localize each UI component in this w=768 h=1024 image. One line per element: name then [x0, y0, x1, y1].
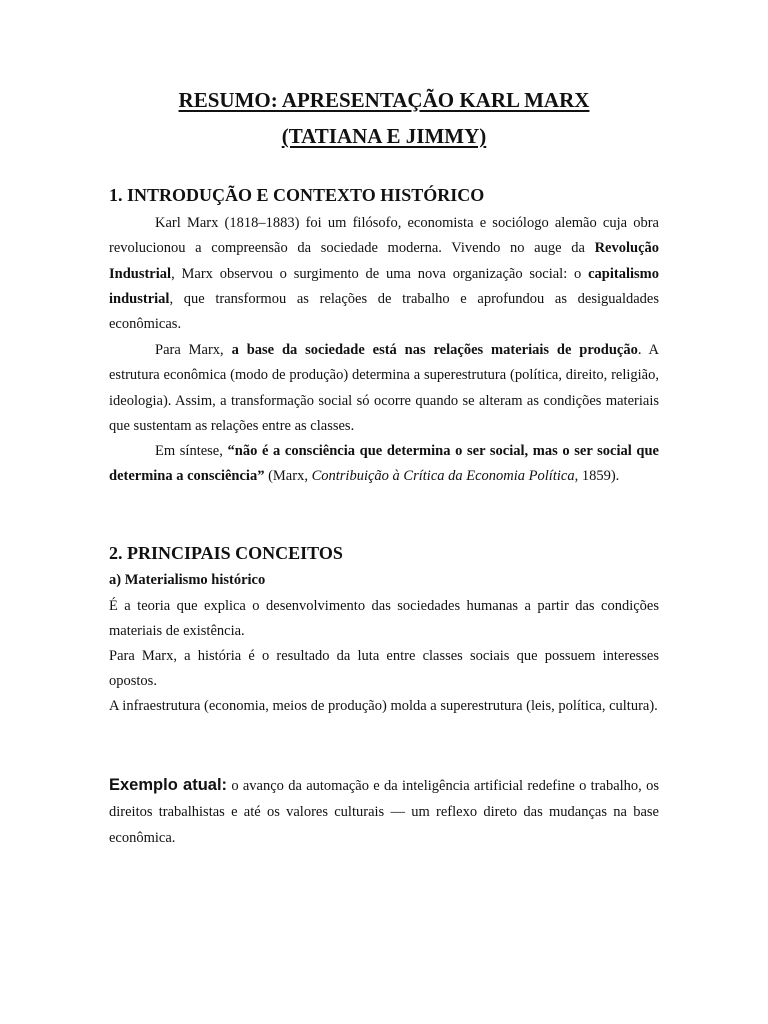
section-2-paragraph-2: Para Marx, a história é o resultado da luta entre classes sociais que possuem interesses opostos. [109, 648, 659, 690]
bold-term-revolucao-industrial: Revolução Industrial [109, 240, 659, 282]
text-run: Em síntese, [155, 443, 228, 459]
section-2-subheading: a) Materialismo histórico [109, 572, 266, 588]
example-paragraph [109, 772, 659, 851]
section-2-paragraph-1: É a teoria que explica o desenvolvimento das sociedades humanas a partir das condições materiais de existência. [109, 598, 659, 640]
text-run: Karl Marx (1818–1883) foi um filósofo, economista e sociólogo alemão cuja obra revolucionou a compreensão da sociedade moderna. Vivendo no auge da [109, 215, 659, 257]
document-title-line-1: RESUMO: APRESENTAÇÃO KARL MARX [178, 88, 590, 112]
section-2-heading: 2. PRINCIPAIS CONCEITOS [109, 543, 343, 563]
section-2-paragraph-3: A infraestrutura (economia, meios de produção) molda a superestrutura (leis, política, cultura). [109, 698, 658, 714]
text-run: , Marx observou o surgimento de uma nova organização social: o [171, 265, 589, 282]
section-1-paragraph-3 [109, 439, 659, 490]
text-run: , 1859). [574, 468, 620, 485]
example-text: o avanço da automação e da inteligência artificial redefine o trabalho, os direitos trabalhistas e até os valores culturais — um reflexo direto das mudanças na base econômica. [109, 778, 659, 846]
example-label: Exemplo atual: [109, 776, 228, 794]
document-title-line-2: (TATIANA E JIMMY) [281, 124, 487, 148]
text-run: (Marx, [264, 468, 312, 485]
section-1-heading: 1. INTRODUÇÃO E CONTEXTO HISTÓRICO [109, 185, 485, 205]
section-1-paragraph-2 [109, 338, 659, 439]
text-run: , que transformou as relações de trabalho e aprofundou as desigualdades econômicas. [109, 290, 659, 333]
text-run: Para Marx, [155, 342, 232, 358]
bold-thesis: a base da sociedade está nas relações materiais de produção [231, 342, 638, 358]
text-run: . A estrutura econômica (modo de produção) determina a superestrutura (política, direito, religião, ideologia). Assim, a transformação social só ocorre quando se alteram as condições materiais que sustentam as relações entre as classes. [109, 342, 660, 434]
section-1-paragraph-1 [109, 211, 659, 337]
bold-quote: “não é a consciência que determina o ser social, mas o ser social que determina a consciência” [109, 443, 659, 485]
italic-work-title: Contribuição à Crítica da Economia Política [311, 468, 575, 485]
bold-term-capitalismo-industrial: capitalismo industrial [109, 265, 659, 307]
